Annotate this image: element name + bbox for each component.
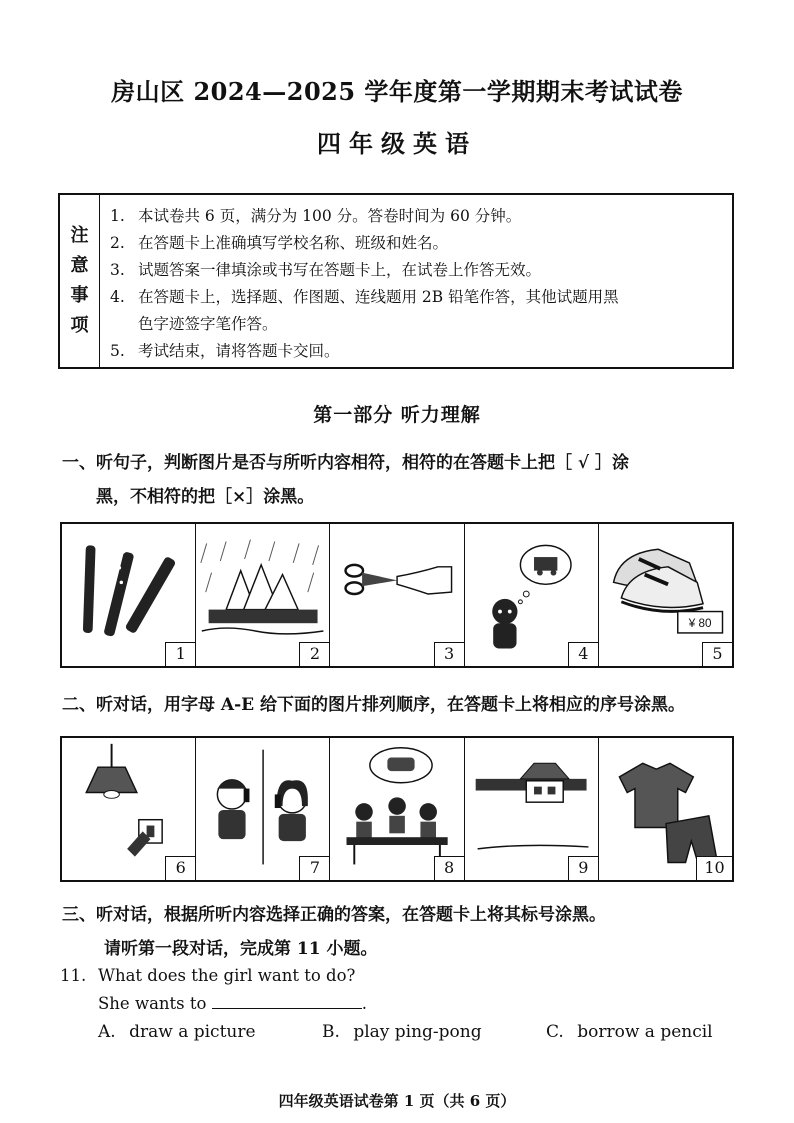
picture-number: 3 bbox=[434, 642, 464, 666]
picture-number: 1 bbox=[165, 642, 195, 666]
picture-number: 8 bbox=[434, 856, 464, 880]
picture-5 bbox=[599, 524, 732, 666]
notice-label-char: 项 bbox=[70, 315, 89, 336]
notice-item bbox=[110, 230, 722, 257]
picture-number: 9 bbox=[568, 856, 598, 880]
picture-1 bbox=[62, 524, 196, 666]
section2-image-row bbox=[60, 736, 734, 882]
option-label: C. bbox=[546, 1022, 564, 1042]
notice-item-text: 考试结束，请将答题卡交回。 bbox=[138, 342, 340, 360]
notice-item-num: 5. bbox=[110, 342, 125, 360]
picture-7 bbox=[196, 738, 330, 880]
picture-number: 4 bbox=[568, 642, 598, 666]
picture-6 bbox=[62, 738, 196, 880]
option-text: play ping-pong bbox=[353, 1022, 482, 1042]
exam-title: 房山区 2024—2025 学年度第一学期期末考试试卷 bbox=[111, 77, 683, 106]
notice-label bbox=[60, 195, 100, 367]
picture-10 bbox=[599, 738, 732, 880]
notice-item bbox=[110, 203, 722, 230]
option-text: draw a picture bbox=[129, 1022, 256, 1042]
exam-subtitle: 四年级英语 bbox=[317, 129, 477, 158]
answer-blank bbox=[212, 990, 362, 1009]
picture-9 bbox=[465, 738, 599, 880]
section3-line1: 三、听对话，根据所听内容选择正确的答案，在答题卡上将其标号涂黑。 bbox=[62, 905, 606, 925]
option-b bbox=[322, 1022, 482, 1042]
picture-8 bbox=[330, 738, 464, 880]
notice-list bbox=[110, 203, 722, 365]
notice-label-char: 意 bbox=[70, 255, 89, 276]
notice-item-num: 1. bbox=[110, 207, 125, 225]
notice-item-num: 3. bbox=[110, 261, 125, 279]
stem-before: She wants to bbox=[98, 994, 207, 1013]
notice-item-num: 4. bbox=[110, 288, 125, 306]
picture-4 bbox=[465, 524, 599, 666]
picture-number: 10 bbox=[696, 856, 732, 880]
option-label: B. bbox=[322, 1022, 340, 1042]
picture-number: 6 bbox=[165, 856, 195, 880]
question-11 bbox=[60, 962, 740, 1018]
notice-item-text: 在答题卡上准确填写学校名称、班级和姓名。 bbox=[138, 234, 449, 252]
picture-3 bbox=[330, 524, 464, 666]
section1-image-row bbox=[60, 522, 734, 668]
option-a bbox=[98, 1022, 256, 1042]
notice-item-text: 本试卷共 6 页，满分为 100 分。答卷时间为 60 分钟。 bbox=[138, 207, 522, 225]
section1-line1: 一、听句子，判断图片是否与所听内容相符，相符的在答题卡上把［ √ ］涂 bbox=[62, 453, 630, 473]
option-text: borrow a pencil bbox=[577, 1022, 713, 1042]
price-tag: ¥ 80 bbox=[688, 617, 712, 631]
notice-item-text: 在答题卡上，选择题、作图题、连线题用 2B 铅笔作答，其他试题用黑 bbox=[138, 288, 619, 306]
picture-2 bbox=[196, 524, 330, 666]
notice-label-char: 事 bbox=[70, 285, 89, 306]
notice-item bbox=[110, 257, 722, 284]
section2-instruction: 二、听对话，用字母 A-E 给下面的图片排列顺序，在答题卡上将相应的序号涂黑。 bbox=[62, 695, 686, 715]
picture-number: 5 bbox=[702, 642, 732, 666]
section1-instruction bbox=[62, 446, 752, 514]
question-number: 11. bbox=[60, 966, 87, 985]
notice-item bbox=[110, 338, 722, 365]
section3-line2: 请听第一段对话，完成第 11 小题。 bbox=[104, 939, 378, 959]
option-label: A. bbox=[98, 1022, 116, 1042]
notice-item-text: 色字迹签字笔作答。 bbox=[138, 315, 278, 333]
notice-item-num: 2. bbox=[110, 234, 125, 252]
question-stem bbox=[60, 990, 740, 1018]
picture-number: 7 bbox=[299, 856, 329, 880]
notice-item bbox=[110, 284, 722, 311]
notice-label-char: 注 bbox=[70, 225, 89, 246]
section3-instruction bbox=[62, 898, 752, 966]
page-footer: 四年级英语试卷第 1 页（共 6 页） bbox=[278, 1092, 516, 1110]
notice-item-num bbox=[110, 311, 138, 338]
question-text: What does the girl want to do? bbox=[98, 966, 356, 985]
notice-item bbox=[110, 311, 722, 338]
option-c bbox=[546, 1022, 713, 1042]
section1-line2: 黑，不相符的把［×］涂黑。 bbox=[96, 487, 315, 507]
notice-box bbox=[58, 193, 734, 369]
part1-title: 第一部分 听力理解 bbox=[313, 404, 481, 426]
stem-after: . bbox=[361, 994, 367, 1013]
picture-number: 2 bbox=[299, 642, 329, 666]
notice-item-text: 试题答案一律填涂或书写在答题卡上，在试卷上作答无效。 bbox=[138, 261, 542, 279]
